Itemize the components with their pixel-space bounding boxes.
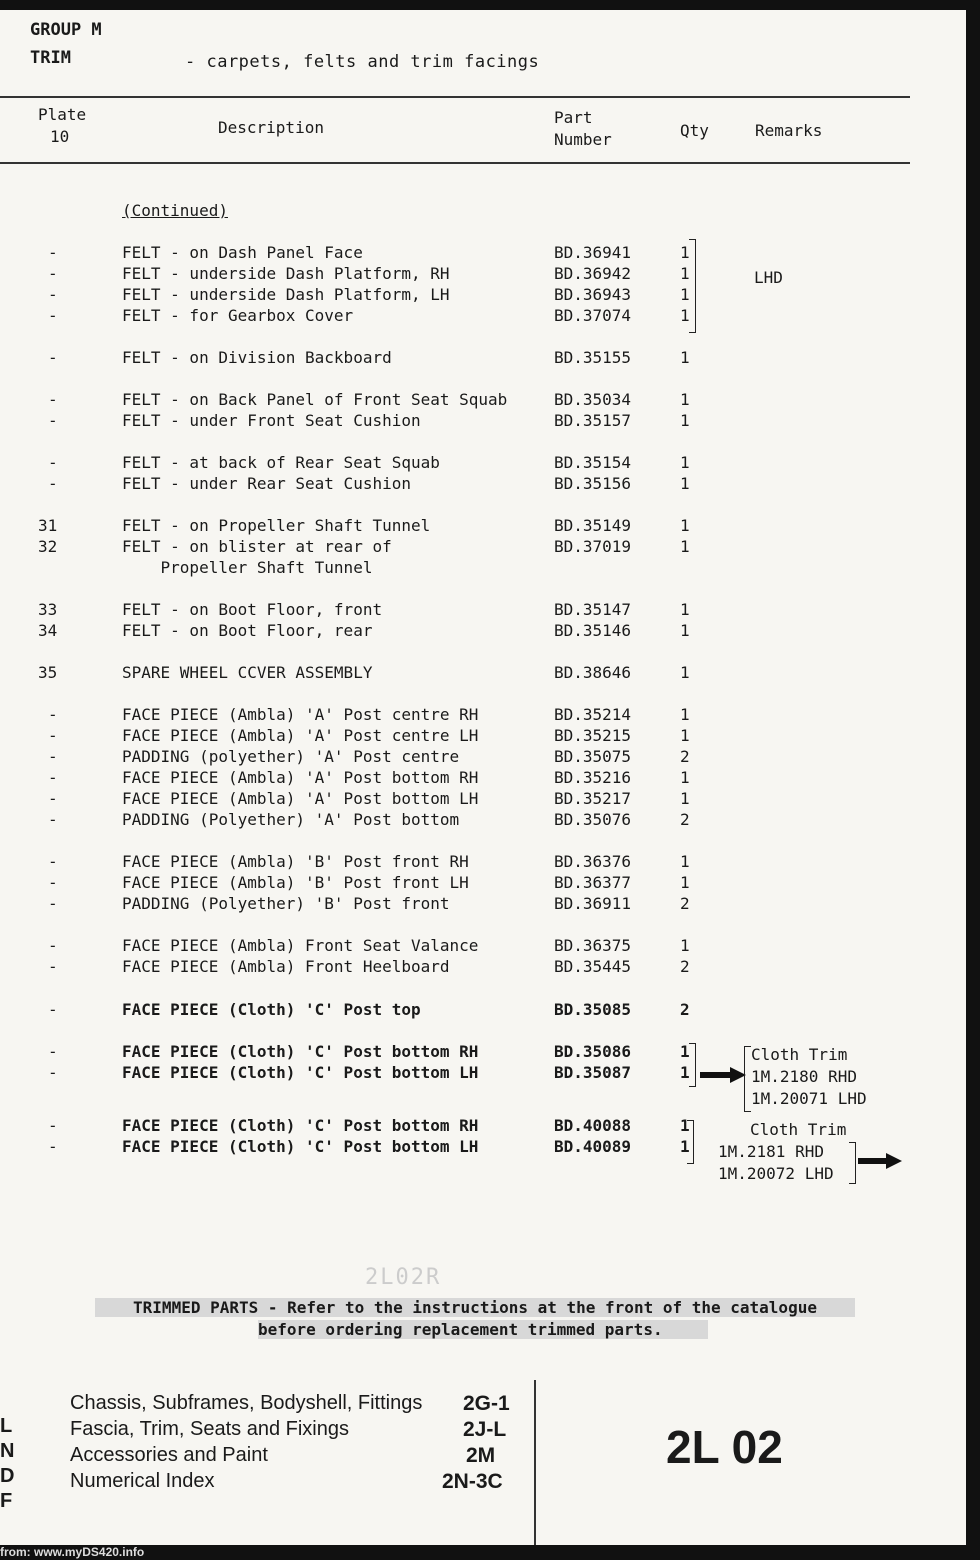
qty-cell: 1 (680, 390, 690, 409)
plate-cell: 34 (38, 621, 58, 640)
plate-cell: - (48, 243, 58, 262)
bracket-trim1-left (744, 1046, 751, 1112)
table-row (0, 936, 966, 957)
description-cell: FELT - at back of Rear Seat Squab (122, 453, 440, 472)
table-row (0, 873, 966, 894)
table-row (0, 411, 966, 432)
description-cell: FACE PIECE (Cloth) 'C' Post bottom RH (122, 1116, 479, 1135)
qty-cell: 1 (680, 789, 690, 808)
table-row (0, 810, 966, 831)
plate-cell: - (48, 1063, 58, 1082)
arrow-right-icon (858, 1153, 902, 1173)
part-number-cell: BD.35216 (554, 768, 632, 787)
plate-cell: - (48, 1042, 58, 1061)
description-cell: FACE PIECE (Ambla) 'B' Post front RH (122, 852, 469, 871)
plate-cell: - (48, 1116, 58, 1135)
source-caption: from: www.myDS420.info (0, 1545, 145, 1559)
remark-trim2-rhd: 1M.2181 RHD (718, 1142, 824, 1161)
description-cell: FELT - under Front Seat Cushion (122, 411, 421, 430)
plate-cell: - (48, 747, 58, 766)
remark-trim1-rhd: 1M.2180 RHD (751, 1067, 857, 1086)
part-number-cell: BD.40089 (554, 1137, 632, 1156)
qty-cell: 1 (680, 600, 690, 619)
table-row (0, 516, 966, 537)
description-cell: FACE PIECE (Ambla) 'A' Post centre RH (122, 705, 479, 724)
plate-cell: - (48, 348, 58, 367)
plate-cell: - (48, 306, 58, 325)
trimmed-parts-note-1: TRIMMED PARTS - Refer to the instructions at the front of the catalogue (95, 1298, 855, 1317)
qty-cell: 1 (680, 1137, 690, 1156)
qty-cell: 1 (680, 516, 690, 535)
description-cell: FELT - on Back Panel of Front Seat Squab (122, 390, 508, 409)
footer-index-code: 2J-L (463, 1418, 507, 1441)
plate-cell: 33 (38, 600, 58, 619)
description-cell: Propeller Shaft Tunnel (122, 558, 373, 577)
table-row (0, 537, 966, 558)
qty-cell: 2 (680, 894, 690, 913)
description-cell: FELT - on Boot Floor, front (122, 600, 383, 619)
qty-cell: 1 (680, 936, 690, 955)
description-cell: PADDING (Polyether) 'B' Post front (122, 894, 450, 913)
remark-trim2-title: Cloth Trim (750, 1120, 847, 1139)
arrow-right-icon (700, 1067, 746, 1087)
col-part-header: Part (554, 108, 593, 127)
description-cell: FACE PIECE (Ambla) 'A' Post bottom RH (122, 768, 479, 787)
part-number-cell: BD.35215 (554, 726, 632, 745)
plate-cell: - (48, 705, 58, 724)
footer-index-code: 2M (466, 1444, 496, 1467)
part-number-cell: BD.35147 (554, 600, 632, 619)
qty-cell: 1 (680, 537, 690, 556)
table-row (0, 1000, 966, 1021)
description-cell: SPARE WHEEL CCVER ASSEMBLY (122, 663, 373, 682)
qty-cell: 2 (680, 1000, 690, 1019)
section-label: TRIM (30, 48, 71, 68)
footer-index-label: Numerical Index (70, 1470, 215, 1492)
col-description-header: Description (218, 118, 324, 137)
bracket-trim2 (687, 1120, 694, 1164)
part-number-cell: BD.37074 (554, 306, 632, 325)
description-cell: FACE PIECE (Ambla) 'A' Post bottom LH (122, 789, 479, 808)
bracket-trim2-right (849, 1142, 856, 1184)
description-cell: FACE PIECE (Cloth) 'C' Post bottom LH (122, 1063, 479, 1082)
table-row (0, 558, 966, 579)
col-plate-number: 10 (50, 127, 70, 146)
table-row (0, 600, 966, 621)
plate-cell: 31 (38, 516, 58, 535)
plate-cell: - (48, 789, 58, 808)
part-number-cell: BD.37019 (554, 537, 632, 556)
table-row (0, 894, 966, 915)
footer-index-label: Accessories and Paint (70, 1444, 268, 1466)
table-row (0, 264, 966, 285)
table-row (0, 663, 966, 684)
bracket-lhd (689, 239, 696, 333)
page-code: 2L 02 (666, 1421, 783, 1473)
part-number-cell: BD.35075 (554, 747, 632, 766)
description-cell: FELT - underside Dash Platform, LH (122, 285, 450, 304)
continued-label: (Continued) (122, 201, 228, 220)
plate-cell: - (48, 411, 58, 430)
table-row (0, 789, 966, 810)
part-number-cell: BD.38646 (554, 663, 632, 682)
description-cell: FELT - under Rear Seat Cushion (122, 474, 411, 493)
qty-cell: 1 (680, 264, 690, 283)
table-row (0, 726, 966, 747)
table-row (0, 474, 966, 495)
footer-index-code: 2N-3C (442, 1470, 503, 1493)
part-number-cell: BD.36942 (554, 264, 632, 283)
part-number-cell: BD.35217 (554, 789, 632, 808)
part-number-cell: BD.36941 (554, 243, 632, 262)
qty-cell: 2 (680, 810, 690, 829)
part-number-cell: BD.36377 (554, 873, 632, 892)
table-row (0, 348, 966, 369)
qty-cell: 1 (680, 474, 690, 493)
part-number-cell: BD.36943 (554, 285, 632, 304)
bracket-trim1 (689, 1043, 696, 1087)
part-number-cell: BD.35076 (554, 810, 632, 829)
qty-cell: 1 (680, 873, 690, 892)
qty-cell: 1 (680, 663, 690, 682)
table-row (0, 747, 966, 768)
table-row (0, 705, 966, 726)
qty-cell: 1 (680, 621, 690, 640)
part-number-cell: BD.35034 (554, 390, 632, 409)
table-row (0, 768, 966, 789)
footer-divider (534, 1380, 536, 1545)
plate-cell: - (48, 390, 58, 409)
trimmed-parts-note-2: before ordering replacement trimmed parts. (258, 1320, 708, 1339)
plate-cell: - (48, 1137, 58, 1156)
remark-trim1-lhd: 1M.20071 LHD (751, 1089, 867, 1108)
description-cell: FACE PIECE (Cloth) 'C' Post bottom RH (122, 1042, 479, 1061)
description-cell: FELT - on blister at rear of (122, 537, 392, 556)
description-cell: FELT - for Gearbox Cover (122, 306, 354, 325)
table-row (0, 453, 966, 474)
description-cell: FACE PIECE (Ambla) 'B' Post front LH (122, 873, 469, 892)
part-number-cell: BD.35146 (554, 621, 632, 640)
col-remarks-header: Remarks (755, 121, 823, 140)
part-number-cell: BD.35155 (554, 348, 632, 367)
qty-cell: 1 (680, 1063, 690, 1082)
table-row (0, 306, 966, 327)
qty-cell: 1 (680, 411, 690, 430)
edge-index-letter: F (0, 1490, 13, 1512)
header-rule-bottom (0, 162, 910, 164)
qty-cell: 2 (680, 747, 690, 766)
description-cell: FACE PIECE (Ambla) 'A' Post centre LH (122, 726, 479, 745)
qty-cell: 1 (680, 726, 690, 745)
plate-cell: - (48, 873, 58, 892)
qty-cell: 1 (680, 1116, 690, 1135)
plate-cell: - (48, 936, 58, 955)
qty-cell: 1 (680, 306, 690, 325)
col-part-header-2: Number (554, 130, 612, 149)
table-row (0, 243, 966, 264)
description-cell: FELT - on Division Backboard (122, 348, 392, 367)
section-subtitle: - carpets, felts and trim facings (185, 52, 540, 72)
part-number-cell: BD.35149 (554, 516, 632, 535)
handwritten-stamp: 2L02R (365, 1265, 442, 1290)
plate-cell: - (48, 894, 58, 913)
description-cell: FELT - underside Dash Platform, RH (122, 264, 450, 283)
part-number-cell: BD.35154 (554, 453, 632, 472)
table-row (0, 852, 966, 873)
plate-cell: - (48, 264, 58, 283)
remark-lhd: LHD (754, 268, 783, 287)
part-number-cell: BD.36376 (554, 852, 632, 871)
edge-index-letter: N (0, 1440, 15, 1462)
description-cell: FELT - on Propeller Shaft Tunnel (122, 516, 431, 535)
part-number-cell: BD.35214 (554, 705, 632, 724)
plate-cell: - (48, 1000, 58, 1019)
qty-cell: 2 (680, 957, 690, 976)
table-row (0, 390, 966, 411)
plate-cell: - (48, 726, 58, 745)
part-number-cell: BD.40088 (554, 1116, 632, 1135)
plate-cell: - (48, 852, 58, 871)
remark-trim1-title: Cloth Trim (751, 1045, 848, 1064)
table-row (0, 285, 966, 306)
part-number-cell: BD.35087 (554, 1063, 632, 1082)
table-row (0, 621, 966, 642)
plate-cell: - (48, 810, 58, 829)
qty-cell: 1 (680, 1042, 690, 1061)
description-cell: FACE PIECE (Cloth) 'C' Post top (122, 1000, 421, 1019)
qty-cell: 1 (680, 705, 690, 724)
footer-index-code: 2G-1 (463, 1392, 510, 1415)
qty-cell: 1 (680, 453, 690, 472)
qty-cell: 1 (680, 768, 690, 787)
qty-cell: 1 (680, 285, 690, 304)
part-number-cell: BD.35156 (554, 474, 632, 493)
plate-cell: 35 (38, 663, 58, 682)
catalogue-page (0, 10, 966, 1545)
description-cell: FELT - on Boot Floor, rear (122, 621, 373, 640)
footer-index-label: Chassis, Subframes, Bodyshell, Fittings (70, 1392, 423, 1414)
part-number-cell: BD.35085 (554, 1000, 632, 1019)
col-qty-header: Qty (680, 121, 709, 140)
description-cell: PADDING (polyether) 'A' Post centre (122, 747, 460, 766)
part-number-cell: BD.35086 (554, 1042, 632, 1061)
table-row (0, 957, 966, 978)
plate-cell: - (48, 768, 58, 787)
group-label: GROUP M (30, 20, 102, 40)
plate-cell: - (48, 474, 58, 493)
qty-cell: 1 (680, 243, 690, 262)
part-number-cell: BD.36911 (554, 894, 632, 913)
qty-cell: 1 (680, 348, 690, 367)
plate-cell: 32 (38, 537, 58, 556)
edge-index-letter: L (0, 1415, 13, 1437)
plate-cell: - (48, 453, 58, 472)
edge-index-letter: D (0, 1465, 15, 1487)
description-cell: FACE PIECE (Ambla) Front Seat Valance (122, 936, 479, 955)
part-number-cell: BD.36375 (554, 936, 632, 955)
qty-cell: 1 (680, 852, 690, 871)
plate-cell: - (48, 285, 58, 304)
header-rule-top (0, 96, 910, 98)
part-number-cell: BD.35157 (554, 411, 632, 430)
remark-trim2-lhd: 1M.20072 LHD (718, 1164, 834, 1183)
col-plate-header: Plate (38, 105, 87, 124)
footer-index-label: Fascia, Trim, Seats and Fixings (70, 1418, 349, 1440)
plate-cell: - (48, 957, 58, 976)
part-number-cell: BD.35445 (554, 957, 632, 976)
description-cell: PADDING (Polyether) 'A' Post bottom (122, 810, 460, 829)
description-cell: FELT - on Dash Panel Face (122, 243, 363, 262)
description-cell: FACE PIECE (Ambla) Front Heelboard (122, 957, 450, 976)
description-cell: FACE PIECE (Cloth) 'C' Post bottom LH (122, 1137, 479, 1156)
